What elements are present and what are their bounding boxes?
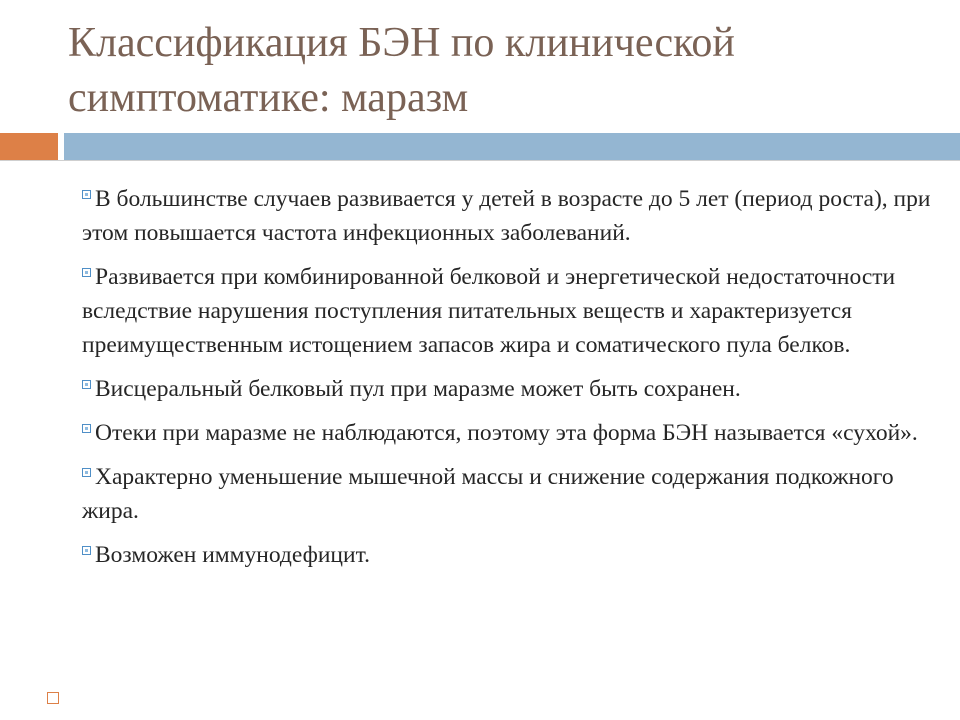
bullet-text: В большинстве случаев развивается у детей в возрасте до 5 лет (период роста), при этом повышается частота инфекционных заболеваний. <box>82 186 931 246</box>
bullet-text: Возможен иммунодефицит. <box>95 542 370 568</box>
bullet-text: Характерно уменьшение мышечной массы и снижение содержания подкожного жира. <box>82 464 894 524</box>
accent-band-orange <box>0 133 58 160</box>
slide-title: Классификация БЭН по клинической симптоматике: маразм <box>68 20 735 121</box>
accent-band-blue <box>64 133 960 160</box>
square-bullet-icon <box>82 380 91 389</box>
bullet-text: Висцеральный белковый пул при маразме может быть сохранен. <box>95 376 741 402</box>
square-bullet-icon <box>82 546 91 555</box>
square-bullet-icon <box>82 424 91 433</box>
bullet-item <box>82 416 932 450</box>
bullet-list <box>82 182 932 582</box>
empty-square-bullet-icon <box>47 692 59 704</box>
square-bullet-icon <box>82 190 91 199</box>
bullet-text: Развивается при комбинированной белковой и энергетической недостаточности вследствие нарушения поступления питательных веществ и характеризуется преимущественным истощением запасов жира и соматического пула белков. <box>82 264 896 358</box>
bullet-item <box>82 372 932 406</box>
bullet-text: Отеки при маразме не наблюдаются, поэтому эта форма БЭН называется «сухой». <box>95 420 918 446</box>
bullet-item <box>82 182 932 250</box>
bullet-item <box>82 460 932 528</box>
bullet-item <box>82 538 932 572</box>
square-bullet-icon <box>82 468 91 477</box>
square-bullet-icon <box>82 268 91 277</box>
divider-line <box>0 160 960 161</box>
bullet-item <box>82 260 932 362</box>
